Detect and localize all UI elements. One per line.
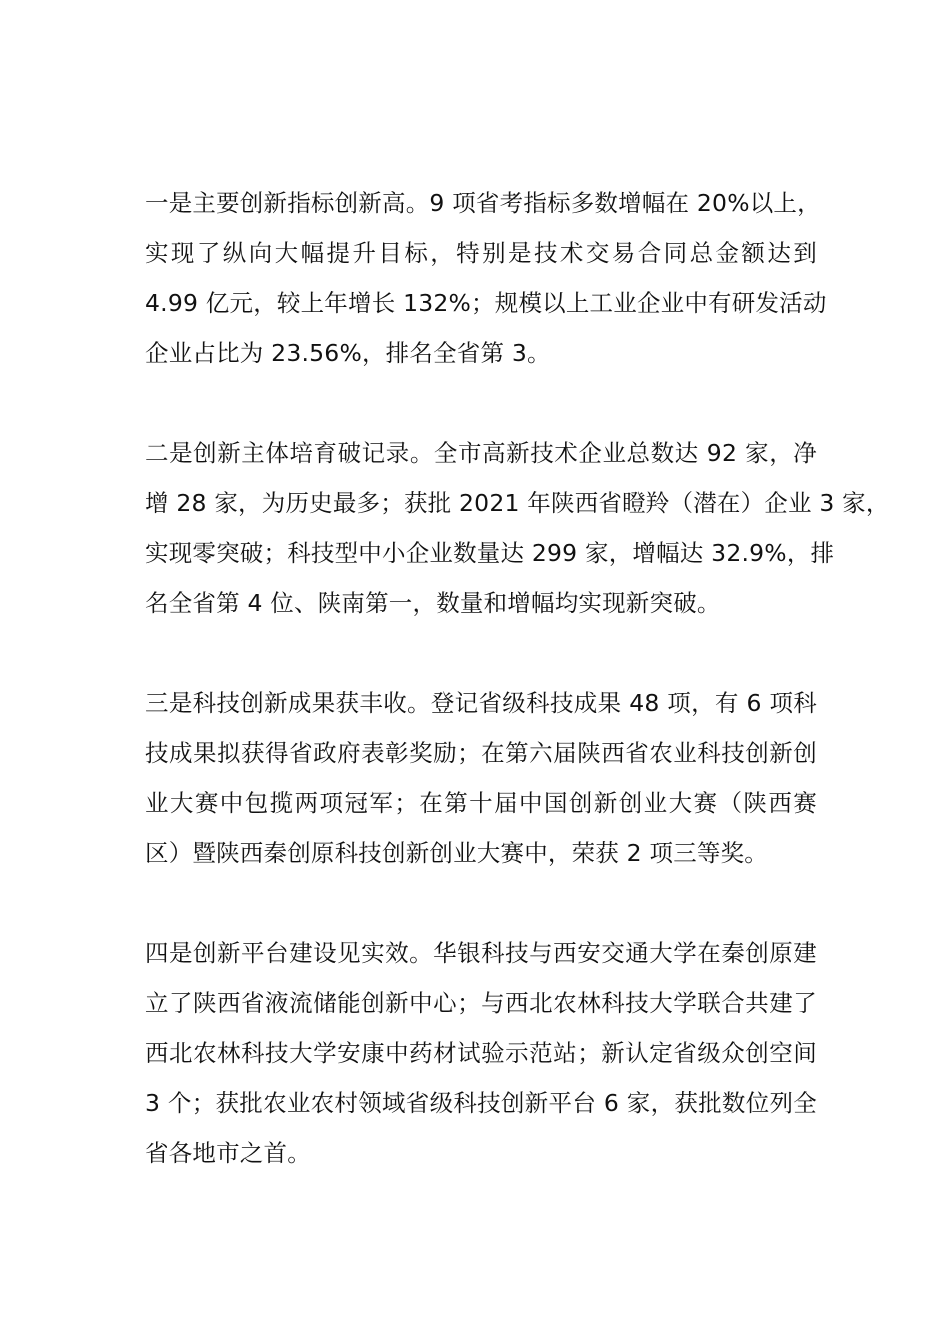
text-line: 一是主要创新指标创新高。9 项省考指标多数增幅在 20%以上， (145, 189, 821, 217)
paragraph-innovation-entities (145, 428, 890, 628)
text-line: 技成果拟获得省政府表彰奖励；在第六届陕西省农业科技创新创 (145, 739, 817, 767)
paragraph-tech-achievements (145, 678, 817, 878)
text-line: 三是科技创新成果获丰收。登记省级科技成果 48 项，有 6 项科 (145, 689, 817, 717)
text-line: 企业占比为 23.56%，排名全省第 3。 (145, 339, 551, 367)
paragraph-innovation-platforms (145, 928, 817, 1178)
text-line: 西北农林科技大学安康中药材试验示范站；新认定省级众创空间 (145, 1039, 817, 1067)
text-line: 省各地市之首。 (145, 1139, 311, 1167)
text-line: 实现零突破；科技型中小企业数量达 299 家，增幅达 32.9%，排 (145, 539, 835, 567)
document-body (145, 178, 890, 1228)
text-line: 名全省第 4 位、陕南第一，数量和增幅均实现新突破。 (145, 589, 721, 617)
paragraph-innovation-indicators (145, 178, 827, 378)
text-line: 3 个；获批农业农村领域省级科技创新平台 6 家，获批数位列全 (145, 1089, 817, 1117)
text-line: 实现了纵向大幅提升目标，特别是技术交易合同总金额达到 (145, 239, 817, 267)
text-line: 业大赛中包揽两项冠军；在第十届中国创新创业大赛（陕西赛 (145, 789, 817, 817)
text-line: 立了陕西省液流储能创新中心；与西北农林科技大学联合共建了 (145, 989, 817, 1017)
text-line: 区）暨陕西秦创原科技创新创业大赛中，荣获 2 项三等奖。 (145, 839, 768, 867)
text-line: 四是创新平台建设见实效。华银科技与西安交通大学在秦创原建 (145, 939, 817, 967)
text-line: 二是创新主体培育破记录。全市高新技术企业总数达 92 家，净 (145, 439, 817, 467)
text-line: 4.99 亿元，较上年增长 132%；规模以上工业企业中有研发活动 (145, 289, 827, 317)
text-line: 增 28 家，为历史最多；获批 2021 年陕西省瞪羚（潜在）企业 3 家， (145, 489, 890, 517)
